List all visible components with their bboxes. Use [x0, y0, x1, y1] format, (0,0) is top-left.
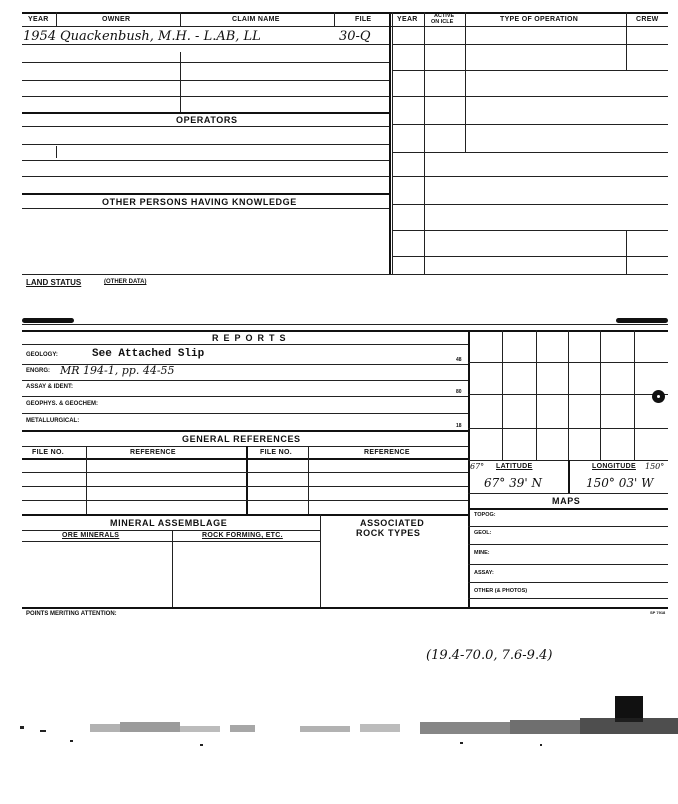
row-owner-claim-value: Quackenbush, M.H. - L.AB, LL: [60, 29, 261, 44]
land-status-sub: (OTHER DATA): [104, 279, 147, 285]
row-year-value: 1954: [23, 29, 57, 44]
header-owner: OWNER: [102, 16, 131, 23]
header-file: FILE: [355, 16, 372, 23]
lon-note: 150°: [645, 462, 665, 471]
assay-ident-label: ASSAY & IDENT:: [26, 384, 74, 390]
assay-number: 80: [456, 389, 462, 395]
latitude-value: 67° 39' N: [484, 476, 542, 490]
points-meriting-attention: POINTS MERITING ATTENTION:: [26, 611, 117, 617]
header-active: ACTIVE: [434, 13, 455, 19]
maps-topog-label: TOPOG:: [474, 512, 496, 518]
lat-note: 67°: [470, 462, 485, 471]
maps-other-label: OTHER (& PHOTOS): [474, 588, 528, 594]
other-persons-heading: OTHER PERSONS HAVING KNOWLEDGE: [102, 197, 297, 207]
header-crew: CREW: [636, 16, 659, 23]
longitude-label: LONGITUDE: [592, 463, 636, 470]
divider-mark-left: [22, 318, 74, 323]
geology-value: See Attached Slip: [92, 348, 205, 360]
row-file-value: 30-Q: [339, 29, 371, 44]
rock-types-heading: ROCK TYPES: [356, 528, 421, 538]
maps-mine-label: MINE:: [474, 550, 490, 556]
geology-number: 48: [456, 357, 462, 363]
divider-mark-right: [616, 318, 668, 323]
geophys-label: GEOPHYS. & GEOCHEM:: [26, 401, 99, 407]
gr-file-no-header: FILE NO.: [32, 449, 64, 456]
rock-forming-header: ROCK FORMING, ETC.: [202, 532, 283, 539]
maps-geol-label: GEOL:: [474, 530, 492, 536]
maps-assay-label: ASSAY:: [474, 570, 494, 576]
metallurgical-label: METALLURGICAL:: [26, 418, 80, 424]
operators-heading: OPERATORS: [176, 115, 238, 125]
engrg-value: MR 194-1, pp. 44-55: [60, 364, 175, 377]
maps-heading: MAPS: [552, 496, 581, 506]
scan-noise-strip: [0, 692, 678, 752]
engrg-label: ENGRG:: [26, 368, 50, 374]
header-active-on-icle: ON ICLE: [431, 19, 454, 25]
land-status-label: LAND STATUS: [26, 278, 82, 287]
general-references-heading: GENERAL REFERENCES: [182, 434, 301, 444]
header-year: YEAR: [28, 16, 49, 23]
punch-hole-inner: [657, 395, 660, 398]
form-number: SP 7918: [650, 610, 666, 615]
header-claim-name: CLAIM NAME: [232, 16, 280, 23]
associated-heading: ASSOCIATED: [360, 518, 425, 528]
metallurgical-number: 18: [456, 423, 462, 429]
gr-reference-2-header: REFERENCE: [364, 449, 410, 456]
gr-file-no-2-header: FILE NO.: [260, 449, 292, 456]
latitude-label: LATITUDE: [496, 463, 533, 470]
mineral-assemblage-heading: MINERAL ASSEMBLAGE: [110, 518, 228, 528]
ore-minerals-header: ORE MINERALS: [62, 532, 120, 539]
header-year-2: YEAR: [397, 16, 418, 23]
gr-reference-header: REFERENCE: [130, 449, 176, 456]
reports-heading: REPORTS: [212, 333, 291, 343]
longitude-value: 150° 03' W: [586, 476, 654, 490]
geology-label: GEOLOGY:: [26, 352, 58, 358]
header-type-of-operation: TYPE OF OPERATION: [500, 16, 579, 23]
handwritten-coordinate-note: (19.4-70.0, 7.6-9.4): [426, 648, 553, 663]
